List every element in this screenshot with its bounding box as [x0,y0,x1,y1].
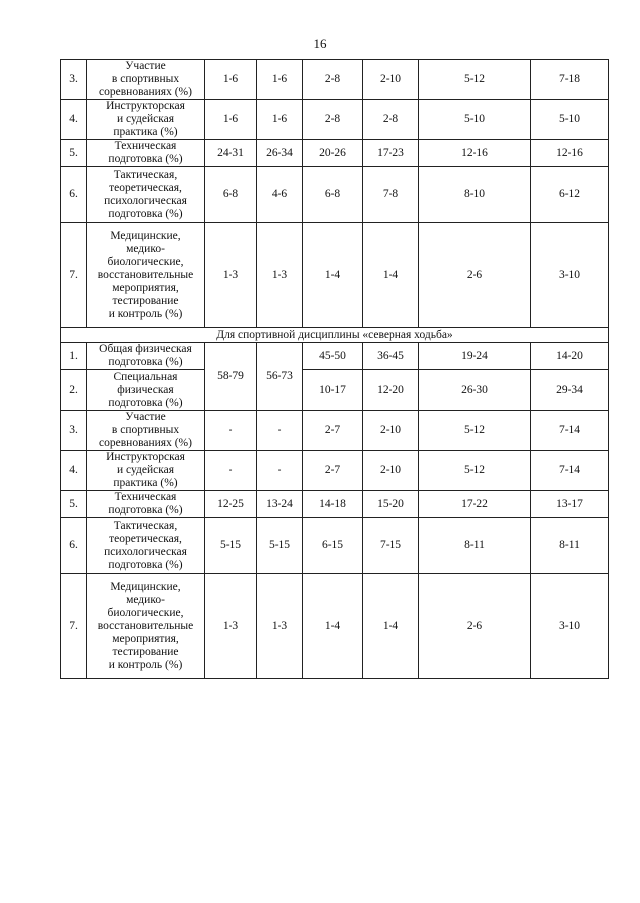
value-cell: 5-10 [531,100,609,140]
row-label: Техническая подготовка (%) [87,491,205,518]
row-label: Тактическая, теоретическая, психологическая подготовка (%) [87,518,205,574]
value-cell: - [205,451,257,491]
table-row [61,574,609,679]
value-cell: 20-26 [303,140,363,167]
value-cell: - [257,411,303,451]
row-number: 5. [61,491,87,518]
value-cell: 26-30 [419,370,531,411]
value-cell: 19-24 [419,343,531,370]
value-cell: 12-20 [363,370,419,411]
value-cell: 1-4 [303,574,363,679]
row-label: Инструкторская и судейская практика (%) [87,100,205,140]
value-cell: 1-3 [257,574,303,679]
value-cell: 7-15 [363,518,419,574]
row-label: Общая физическая подготовка (%) [87,343,205,370]
value-cell: 8-11 [419,518,531,574]
value-cell: 13-24 [257,491,303,518]
table-row [61,343,609,370]
value-cell: 1-6 [257,100,303,140]
value-cell: 29-34 [531,370,609,411]
value-cell: 17-22 [419,491,531,518]
value-cell: 4-6 [257,167,303,223]
value-cell: - [205,411,257,451]
value-cell: 6-8 [205,167,257,223]
value-cell: 2-10 [363,60,419,100]
training-load-table [60,59,609,679]
row-label: Инструкторская и судейская практика (%) [87,451,205,491]
value-cell: 24-31 [205,140,257,167]
value-cell: 2-8 [303,60,363,100]
table-row [61,518,609,574]
row-label: Специальная физическая подготовка (%) [87,370,205,411]
row-number: 6. [61,518,87,574]
table-row [61,491,609,518]
value-cell: - [257,451,303,491]
value-cell: 5-12 [419,60,531,100]
row-label: Медицинские, медико- биологические, восстановительные мероприятия, тестирование и контроль (%) [87,223,205,328]
value-cell: 5-10 [419,100,531,140]
table-row [61,60,609,100]
table-row [61,451,609,491]
value-cell: 12-16 [531,140,609,167]
value-cell: 2-6 [419,223,531,328]
value-cell: 13-17 [531,491,609,518]
value-cell: 7-14 [531,411,609,451]
value-cell: 7-18 [531,60,609,100]
value-cell: 45-50 [303,343,363,370]
value-cell: 17-23 [363,140,419,167]
table-row [61,167,609,223]
value-cell: 26-34 [257,140,303,167]
row-number: 5. [61,140,87,167]
value-cell: 7-14 [531,451,609,491]
section-header: Для спортивной дисциплины «северная ходьба» [61,328,609,343]
value-cell: 8-10 [419,167,531,223]
value-cell: 14-20 [531,343,609,370]
value-cell: 1-6 [205,60,257,100]
value-cell-merged: 56-73 [257,343,303,411]
row-label: Техническая подготовка (%) [87,140,205,167]
value-cell: 8-11 [531,518,609,574]
row-number: 4. [61,100,87,140]
row-label: Медицинские, медико- биологические, восстановительные мероприятия, тестирование и контроль (%) [87,574,205,679]
value-cell: 2-10 [363,411,419,451]
value-cell: 5-15 [205,518,257,574]
value-cell: 6-15 [303,518,363,574]
value-cell: 2-8 [303,100,363,140]
value-cell: 5-12 [419,411,531,451]
value-cell: 7-8 [363,167,419,223]
value-cell: 1-3 [205,223,257,328]
row-number: 3. [61,411,87,451]
value-cell-merged: 58-79 [205,343,257,411]
row-number: 6. [61,167,87,223]
row-number: 3. [61,60,87,100]
row-number: 7. [61,574,87,679]
table-row [61,100,609,140]
value-cell: 1-3 [205,574,257,679]
row-label: Участие в спортивных соревнованиях (%) [87,411,205,451]
row-number: 4. [61,451,87,491]
value-cell: 2-6 [419,574,531,679]
table-row [61,140,609,167]
value-cell: 1-4 [363,223,419,328]
table-row [61,223,609,328]
value-cell: 2-7 [303,411,363,451]
table-row [61,370,609,411]
row-label: Участие в спортивных соревнованиях (%) [87,60,205,100]
value-cell: 1-4 [303,223,363,328]
value-cell: 1-4 [363,574,419,679]
row-number: 2. [61,370,87,411]
section-header-row [61,328,609,343]
page-number: 16 [313,36,327,51]
value-cell: 1-3 [257,223,303,328]
row-label: Тактическая, теоретическая, психологическая подготовка (%) [87,167,205,223]
value-cell: 6-12 [531,167,609,223]
value-cell: 14-18 [303,491,363,518]
value-cell: 15-20 [363,491,419,518]
value-cell: 5-15 [257,518,303,574]
table-row [61,411,609,451]
value-cell: 12-25 [205,491,257,518]
value-cell: 10-17 [303,370,363,411]
value-cell: 12-16 [419,140,531,167]
value-cell: 1-6 [205,100,257,140]
value-cell: 3-10 [531,223,609,328]
value-cell: 1-6 [257,60,303,100]
value-cell: 6-8 [303,167,363,223]
value-cell: 5-12 [419,451,531,491]
value-cell: 3-10 [531,574,609,679]
value-cell: 2-8 [363,100,419,140]
row-number: 7. [61,223,87,328]
value-cell: 2-10 [363,451,419,491]
value-cell: 36-45 [363,343,419,370]
value-cell: 2-7 [303,451,363,491]
row-number: 1. [61,343,87,370]
